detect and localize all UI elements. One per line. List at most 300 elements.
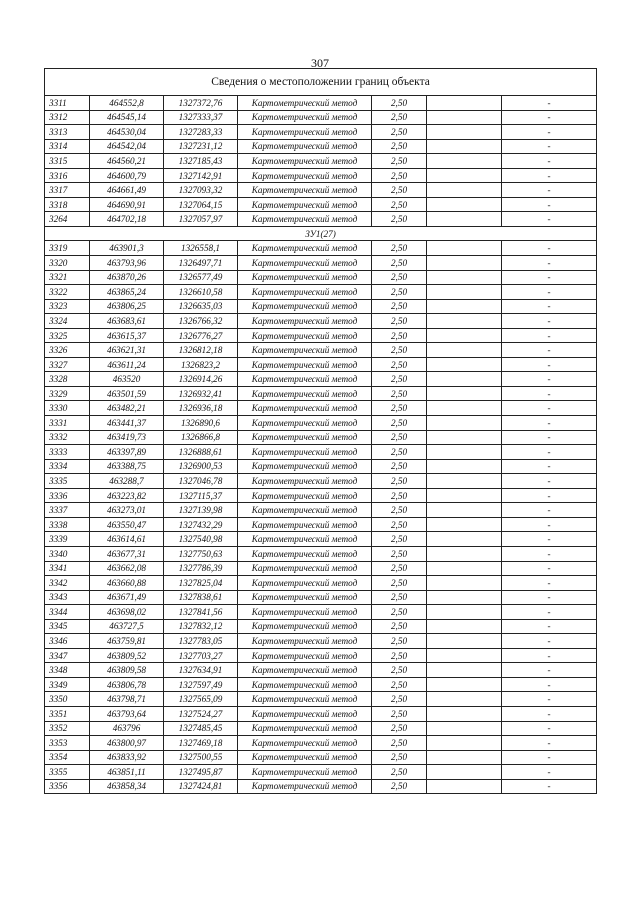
x-coordinate-cell: 463501,59 [90,386,164,401]
accuracy-cell: 2,50 [372,154,427,169]
accuracy-cell: 2,50 [372,779,427,794]
x-coordinate-cell: 464542,04 [90,139,164,154]
y-coordinate-cell: 1327495,87 [164,765,238,780]
accuracy-cell: 2,50 [372,619,427,634]
point-number-cell: 3312 [45,110,90,125]
dash-cell: - [502,561,597,576]
method-cell: Картометрический метод [238,619,372,634]
method-cell: Картометрический метод [238,634,372,649]
x-coordinate-cell: 464600,79 [90,168,164,183]
table-row [45,532,597,547]
table-row [45,736,597,751]
table-row [45,765,597,780]
empty-cell [427,736,502,751]
empty-cell [427,532,502,547]
method-cell: Картометрический метод [238,314,372,329]
method-cell: Картометрический метод [238,139,372,154]
dash-cell: - [502,605,597,620]
y-coordinate-cell: 1327783,05 [164,634,238,649]
point-number-cell: 3333 [45,445,90,460]
accuracy-cell: 2,50 [372,605,427,620]
table-row [45,692,597,707]
table-row [45,546,597,561]
method-cell: Картометрический метод [238,168,372,183]
accuracy-cell: 2,50 [372,765,427,780]
y-coordinate-cell: 1327597,49 [164,677,238,692]
dash-cell: - [502,256,597,271]
method-cell: Картометрический метод [238,110,372,125]
table-row [45,634,597,649]
point-number-cell: 3331 [45,416,90,431]
dash-cell: - [502,736,597,751]
point-number-cell: 3346 [45,634,90,649]
table-row [45,256,597,271]
method-cell: Картометрический метод [238,212,372,227]
point-number-cell: 3314 [45,139,90,154]
point-number-cell: 3336 [45,488,90,503]
dash-cell: - [502,96,597,111]
method-cell: Картометрический метод [238,299,372,314]
table-row [45,488,597,503]
dash-cell: - [502,372,597,387]
accuracy-cell: 2,50 [372,503,427,518]
empty-cell [427,183,502,198]
point-number-cell: 3319 [45,241,90,256]
x-coordinate-cell: 463806,78 [90,677,164,692]
accuracy-cell: 2,50 [372,474,427,489]
table-row [45,474,597,489]
y-coordinate-cell: 1327469,18 [164,736,238,751]
x-coordinate-cell: 463677,31 [90,546,164,561]
point-number-cell: 3343 [45,590,90,605]
table-row [45,605,597,620]
accuracy-cell: 2,50 [372,590,427,605]
empty-cell [427,590,502,605]
y-coordinate-cell: 1327115,37 [164,488,238,503]
y-coordinate-cell: 1327142,91 [164,168,238,183]
x-coordinate-cell: 463858,34 [90,779,164,794]
dash-cell: - [502,241,597,256]
empty-cell [427,619,502,634]
empty-cell [427,168,502,183]
accuracy-cell: 2,50 [372,328,427,343]
method-cell: Картометрический метод [238,750,372,765]
method-cell: Картометрический метод [238,96,372,111]
table-title-row [45,69,597,96]
empty-cell [427,416,502,431]
section-label: ЗУ1(27) [45,226,597,241]
x-coordinate-cell: 463611,24 [90,357,164,372]
dash-cell: - [502,663,597,678]
empty-cell [427,343,502,358]
accuracy-cell: 2,50 [372,285,427,300]
point-number-cell: 3345 [45,619,90,634]
y-coordinate-cell: 1327046,78 [164,474,238,489]
empty-cell [427,488,502,503]
method-cell: Картометрический метод [238,706,372,721]
dash-cell: - [502,692,597,707]
y-coordinate-cell: 1327524,27 [164,706,238,721]
x-coordinate-cell: 463520 [90,372,164,387]
method-cell: Картометрический метод [238,343,372,358]
dash-cell: - [502,197,597,212]
method-cell: Картометрический метод [238,270,372,285]
y-coordinate-cell: 1327432,29 [164,517,238,532]
dash-cell: - [502,750,597,765]
x-coordinate-cell: 464661,49 [90,183,164,198]
table-row [45,212,597,227]
dash-cell: - [502,503,597,518]
x-coordinate-cell: 463809,58 [90,663,164,678]
y-coordinate-cell: 1327372,76 [164,96,238,111]
point-number-cell: 3313 [45,125,90,140]
accuracy-cell: 2,50 [372,546,427,561]
method-cell: Картометрический метод [238,372,372,387]
x-coordinate-cell: 464702,18 [90,212,164,227]
x-coordinate-cell: 463397,89 [90,445,164,460]
accuracy-cell: 2,50 [372,459,427,474]
empty-cell [427,750,502,765]
point-number-cell: 3344 [45,605,90,620]
point-number-cell: 3339 [45,532,90,547]
point-number-cell: 3324 [45,314,90,329]
accuracy-cell: 2,50 [372,634,427,649]
empty-cell [427,285,502,300]
table-row [45,343,597,358]
y-coordinate-cell: 1326932,41 [164,386,238,401]
dash-cell: - [502,168,597,183]
method-cell: Картометрический метод [238,474,372,489]
empty-cell [427,459,502,474]
table-row [45,590,597,605]
point-number-cell: 3311 [45,96,90,111]
accuracy-cell: 2,50 [372,125,427,140]
y-coordinate-cell: 1327139,98 [164,503,238,518]
method-cell: Картометрический метод [238,779,372,794]
x-coordinate-cell: 463288,7 [90,474,164,489]
point-number-cell: 3349 [45,677,90,692]
y-coordinate-cell: 1326888,61 [164,445,238,460]
x-coordinate-cell: 463901,3 [90,241,164,256]
dash-cell: - [502,299,597,314]
accuracy-cell: 2,50 [372,139,427,154]
dash-cell: - [502,677,597,692]
table-row [45,139,597,154]
point-number-cell: 3340 [45,546,90,561]
x-coordinate-cell: 463550,47 [90,517,164,532]
table-row [45,721,597,736]
table-row [45,357,597,372]
table-row [45,750,597,765]
x-coordinate-cell: 463727,5 [90,619,164,634]
point-number-cell: 3317 [45,183,90,198]
dash-cell: - [502,416,597,431]
dash-cell: - [502,648,597,663]
empty-cell [427,445,502,460]
method-cell: Картометрический метод [238,197,372,212]
empty-cell [427,299,502,314]
dash-cell: - [502,270,597,285]
x-coordinate-cell: 463419,73 [90,430,164,445]
dash-cell: - [502,430,597,445]
dash-cell: - [502,139,597,154]
accuracy-cell: 2,50 [372,677,427,692]
table-row [45,386,597,401]
dash-cell: - [502,285,597,300]
point-number-cell: 3335 [45,474,90,489]
accuracy-cell: 2,50 [372,183,427,198]
point-number-cell: 3334 [45,459,90,474]
empty-cell [427,328,502,343]
section-row [45,226,597,241]
y-coordinate-cell: 1326900,53 [164,459,238,474]
empty-cell [427,605,502,620]
y-coordinate-cell: 1326812,18 [164,343,238,358]
y-coordinate-cell: 1327093,32 [164,183,238,198]
y-coordinate-cell: 1327057,97 [164,212,238,227]
point-number-cell: 3354 [45,750,90,765]
empty-cell [427,401,502,416]
x-coordinate-cell: 463223,82 [90,488,164,503]
accuracy-cell: 2,50 [372,110,427,125]
y-coordinate-cell: 1327185,43 [164,154,238,169]
method-cell: Картометрический метод [238,488,372,503]
page-number: 307 [311,56,329,70]
accuracy-cell: 2,50 [372,416,427,431]
table-row [45,619,597,634]
method-cell: Картометрический метод [238,517,372,532]
x-coordinate-cell: 463800,97 [90,736,164,751]
point-number-cell: 3332 [45,430,90,445]
y-coordinate-cell: 1326558,1 [164,241,238,256]
x-coordinate-cell: 464690,91 [90,197,164,212]
table-row [45,459,597,474]
y-coordinate-cell: 1326890,6 [164,416,238,431]
empty-cell [427,154,502,169]
accuracy-cell: 2,50 [372,197,427,212]
y-coordinate-cell: 1327064,15 [164,197,238,212]
method-cell: Картометрический метод [238,430,372,445]
dash-cell: - [502,212,597,227]
table-row [45,285,597,300]
accuracy-cell: 2,50 [372,168,427,183]
point-number-cell: 3337 [45,503,90,518]
x-coordinate-cell: 463809,52 [90,648,164,663]
method-cell: Картометрический метод [238,183,372,198]
x-coordinate-cell: 463388,75 [90,459,164,474]
x-coordinate-cell: 464530,04 [90,125,164,140]
table-row [45,576,597,591]
x-coordinate-cell: 463865,24 [90,285,164,300]
point-number-cell: 3356 [45,779,90,794]
table-row [45,197,597,212]
x-coordinate-cell: 463798,71 [90,692,164,707]
accuracy-cell: 2,50 [372,488,427,503]
accuracy-cell: 2,50 [372,576,427,591]
y-coordinate-cell: 1327750,63 [164,546,238,561]
table-row [45,706,597,721]
dash-cell: - [502,779,597,794]
accuracy-cell: 2,50 [372,532,427,547]
table-row [45,561,597,576]
empty-cell [427,430,502,445]
x-coordinate-cell: 463759,81 [90,634,164,649]
accuracy-cell: 2,50 [372,648,427,663]
dash-cell: - [502,459,597,474]
accuracy-cell: 2,50 [372,430,427,445]
y-coordinate-cell: 1326766,32 [164,314,238,329]
accuracy-cell: 2,50 [372,256,427,271]
accuracy-cell: 2,50 [372,96,427,111]
x-coordinate-cell: 463793,64 [90,706,164,721]
table-row [45,110,597,125]
table-row [45,154,597,169]
table-row [45,445,597,460]
y-coordinate-cell: 1327832,12 [164,619,238,634]
empty-cell [427,648,502,663]
x-coordinate-cell: 463870,26 [90,270,164,285]
y-coordinate-cell: 1327540,98 [164,532,238,547]
method-cell: Картометрический метод [238,663,372,678]
dash-cell: - [502,706,597,721]
method-cell: Картометрический метод [238,445,372,460]
y-coordinate-cell: 1326823,2 [164,357,238,372]
empty-cell [427,110,502,125]
table-row [45,96,597,111]
dash-cell: - [502,125,597,140]
point-number-cell: 3318 [45,197,90,212]
empty-cell [427,634,502,649]
point-number-cell: 3320 [45,256,90,271]
x-coordinate-cell: 463796 [90,721,164,736]
accuracy-cell: 2,50 [372,401,427,416]
dash-cell: - [502,488,597,503]
x-coordinate-cell: 463273,01 [90,503,164,518]
y-coordinate-cell: 1326577,49 [164,270,238,285]
accuracy-cell: 2,50 [372,357,427,372]
method-cell: Картометрический метод [238,416,372,431]
empty-cell [427,721,502,736]
point-number-cell: 3325 [45,328,90,343]
table-row [45,183,597,198]
empty-cell [427,561,502,576]
x-coordinate-cell: 463660,88 [90,576,164,591]
y-coordinate-cell: 1326866,8 [164,430,238,445]
y-coordinate-cell: 1326936,18 [164,401,238,416]
y-coordinate-cell: 1327838,61 [164,590,238,605]
dash-cell: - [502,343,597,358]
method-cell: Картометрический метод [238,765,372,780]
dash-cell: - [502,576,597,591]
empty-cell [427,692,502,707]
point-number-cell: 3316 [45,168,90,183]
table-row [45,372,597,387]
empty-cell [427,503,502,518]
x-coordinate-cell: 463614,61 [90,532,164,547]
method-cell: Картометрический метод [238,401,372,416]
method-cell: Картометрический метод [238,605,372,620]
table-title: Сведения о местоположении границ объекта [45,69,597,96]
method-cell: Картометрический метод [238,721,372,736]
accuracy-cell: 2,50 [372,561,427,576]
point-number-cell: 3342 [45,576,90,591]
dash-cell: - [502,445,597,460]
dash-cell: - [502,110,597,125]
empty-cell [427,677,502,692]
x-coordinate-cell: 463615,37 [90,328,164,343]
empty-cell [427,706,502,721]
method-cell: Картометрический метод [238,677,372,692]
dash-cell: - [502,517,597,532]
point-number-cell: 3330 [45,401,90,416]
accuracy-cell: 2,50 [372,692,427,707]
empty-cell [427,96,502,111]
x-coordinate-cell: 463621,31 [90,343,164,358]
empty-cell [427,270,502,285]
point-number-cell: 3264 [45,212,90,227]
x-coordinate-cell: 463662,08 [90,561,164,576]
x-coordinate-cell: 463698,02 [90,605,164,620]
table-row [45,125,597,140]
dash-cell: - [502,546,597,561]
empty-cell [427,663,502,678]
y-coordinate-cell: 1326610,58 [164,285,238,300]
y-coordinate-cell: 1327500,55 [164,750,238,765]
table-row [45,299,597,314]
empty-cell [427,241,502,256]
point-number-cell: 3350 [45,692,90,707]
y-coordinate-cell: 1326914,26 [164,372,238,387]
point-number-cell: 3348 [45,663,90,678]
dash-cell: - [502,386,597,401]
accuracy-cell: 2,50 [372,736,427,751]
empty-cell [427,197,502,212]
y-coordinate-cell: 1326635,03 [164,299,238,314]
table-row [45,270,597,285]
method-cell: Картометрический метод [238,357,372,372]
accuracy-cell: 2,50 [372,270,427,285]
table-row [45,663,597,678]
empty-cell [427,212,502,227]
empty-cell [427,314,502,329]
table-row [45,314,597,329]
y-coordinate-cell: 1327231,12 [164,139,238,154]
dash-cell: - [502,721,597,736]
dash-cell: - [502,328,597,343]
point-number-cell: 3321 [45,270,90,285]
accuracy-cell: 2,50 [372,299,427,314]
table-row [45,401,597,416]
x-coordinate-cell: 463806,25 [90,299,164,314]
point-number-cell: 3351 [45,706,90,721]
empty-cell [427,139,502,154]
point-number-cell: 3355 [45,765,90,780]
empty-cell [427,357,502,372]
accuracy-cell: 2,50 [372,372,427,387]
y-coordinate-cell: 1326497,71 [164,256,238,271]
table-row [45,168,597,183]
dash-cell: - [502,401,597,416]
method-cell: Картометрический метод [238,241,372,256]
table-row [45,779,597,794]
y-coordinate-cell: 1327485,45 [164,721,238,736]
x-coordinate-cell: 463793,96 [90,256,164,271]
table-row [45,648,597,663]
point-number-cell: 3315 [45,154,90,169]
y-coordinate-cell: 1327786,39 [164,561,238,576]
dash-cell: - [502,532,597,547]
x-coordinate-cell: 463833,92 [90,750,164,765]
